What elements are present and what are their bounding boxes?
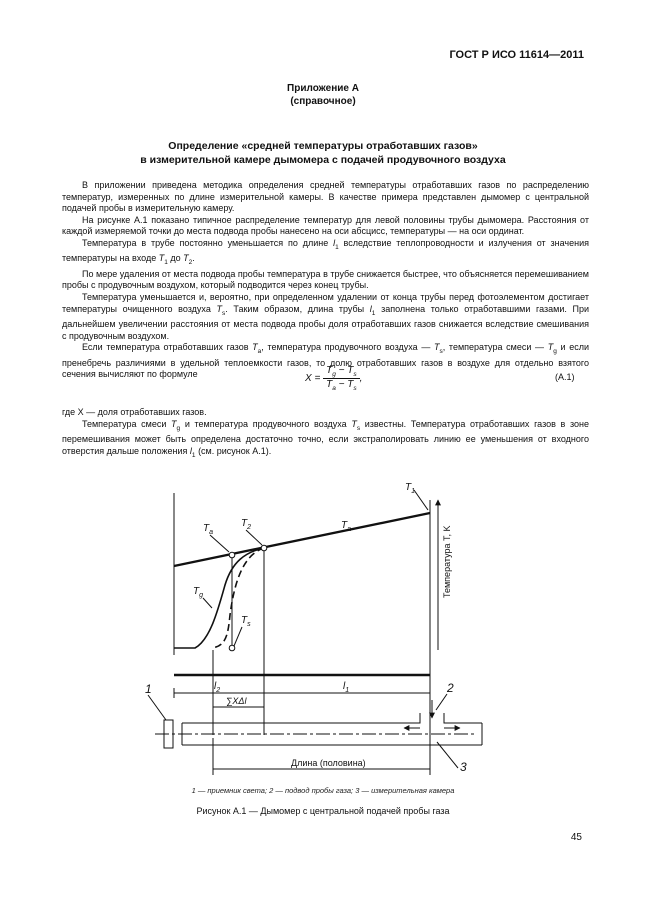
- figure-caption: Рисунок А.1 — Дымомер с центральной подачей пробы газа: [196, 806, 450, 816]
- page-number: 45: [570, 832, 582, 843]
- paragraph-7: Температура смеси $T_g$ и температура продувочного воздуха $T_s$ известны. Температура отработавших газов в зоне перемешивания может быть определена достаточно точно, если экстраполировать линию ее уменьшения от входного отверстия дальше положения $l_1$ (см. рисунок А.1).: [62, 418, 589, 459]
- callout-1-leader: [148, 695, 166, 720]
- t2-leader: [246, 530, 262, 545]
- formula-fraction: $\frac{T_g - T_s}{T_a - T_s}$: [323, 365, 360, 392]
- callout-1: 1: [145, 682, 152, 696]
- label-y-axis: Температура T, K: [442, 525, 452, 598]
- where-line: где X — доля отработавших газов.: [62, 407, 207, 417]
- chamber-top-left: [182, 713, 420, 723]
- label-t2: $T_2$: [241, 518, 252, 531]
- label-l1: $l_1$: [343, 681, 350, 694]
- paragraph-4: По мере удаления от места подвода пробы температура в трубе снижается быстрее, что объясняется перемешиванием пробы с продувочным воздухом, который подводится через конец трубы.: [62, 268, 589, 291]
- ts-leader: [234, 627, 242, 646]
- ts-curve: [212, 548, 264, 648]
- label-length: Длина (половина): [291, 758, 366, 768]
- paragraph-6: Если температура отработавших газов $T_a$, температура продувочного воздуха — $T_s$, температура смеси — $T_g$ и если пренебречь различиями в удельной теплоемкости газов, то долю отработавших газов в воздухе для отдельно взятого сечения вычисляют по формуле: [62, 342, 589, 380]
- callout-3-leader: [437, 742, 458, 768]
- paragraph-5: Температура уменьшается и, вероятно, при определенном удалении от конца трубы перед фотоэлементом достигает температуры очищенного воздуха $T_s$. Таким образом, длина трубы $l_1$ заполнена только отработавшими газами. При дальнейшем увеличении расстояния от места подвода пробы доля отработавших газов снижается вследствие смешивания с продувочным воздухом.: [62, 291, 589, 341]
- figure-legend: 1 — приемник света; 2 — подвод пробы газа; 3 — измерительная камера: [191, 786, 455, 795]
- section-title-line1: Определение «средней температуры отработавших газов»: [168, 140, 478, 152]
- formula-lhs: X =: [305, 373, 321, 385]
- ts-point: [229, 645, 235, 651]
- annex-title: Приложение А: [287, 83, 359, 94]
- callout-3: 3: [460, 760, 467, 774]
- ta-left-leader: [210, 535, 229, 552]
- label-sum: ∑XΔl: [226, 696, 247, 706]
- label-l2: $l_2$: [214, 681, 221, 694]
- label-ta-left: $T_a$: [203, 523, 214, 536]
- paragraph-2: На рисунке А.1 показано типичное распределение температур для левой половины трубы дымомера. Расстояния от каждой измеряемой точки до места подвода пробы нанесено на оси абсцисс, температуры — на оси ординат.: [62, 214, 589, 237]
- section-title-line2: в измерительной камере дымомера с подачей продувочного воздуха: [140, 154, 506, 166]
- t2-point: [261, 545, 267, 551]
- label-ta-right: $T_a$: [341, 520, 352, 533]
- callout-2-leader: [436, 694, 447, 710]
- tg-leader: [203, 598, 212, 608]
- annex-subtitle: (справочное): [290, 96, 356, 107]
- label-t1: $T_1$: [405, 482, 416, 495]
- page-header: ГОСТ Р ИСО 11614—2011: [449, 49, 584, 61]
- label-tg: $T_g$: [193, 586, 204, 599]
- paragraph-3: Температура в трубе постоянно уменьшается по длине $l_1$ вследствие теплопроводности и излучения от значения температуры на входе $T_1$ до $T_2$.: [62, 237, 589, 267]
- chamber-top-right: [444, 713, 482, 723]
- ta-point: [229, 552, 235, 558]
- paragraph-1: В приложении приведена методика определения средней температуры отработавших газов по распределению температур, измеренных по длине измерительной камеры. В качестве примера представлен дымомер с центральной подачей пробы в измерительную камеру.: [62, 180, 589, 214]
- callout-2: 2: [447, 681, 454, 695]
- formula-a1: X = $\frac{T_g - T_s}{T_a - T_s}$ ,: [305, 365, 363, 392]
- t1-leader: [414, 490, 428, 510]
- formula-number: (А.1): [555, 372, 575, 382]
- label-ts: $T_s$: [241, 615, 251, 628]
- ta-line: [174, 513, 430, 566]
